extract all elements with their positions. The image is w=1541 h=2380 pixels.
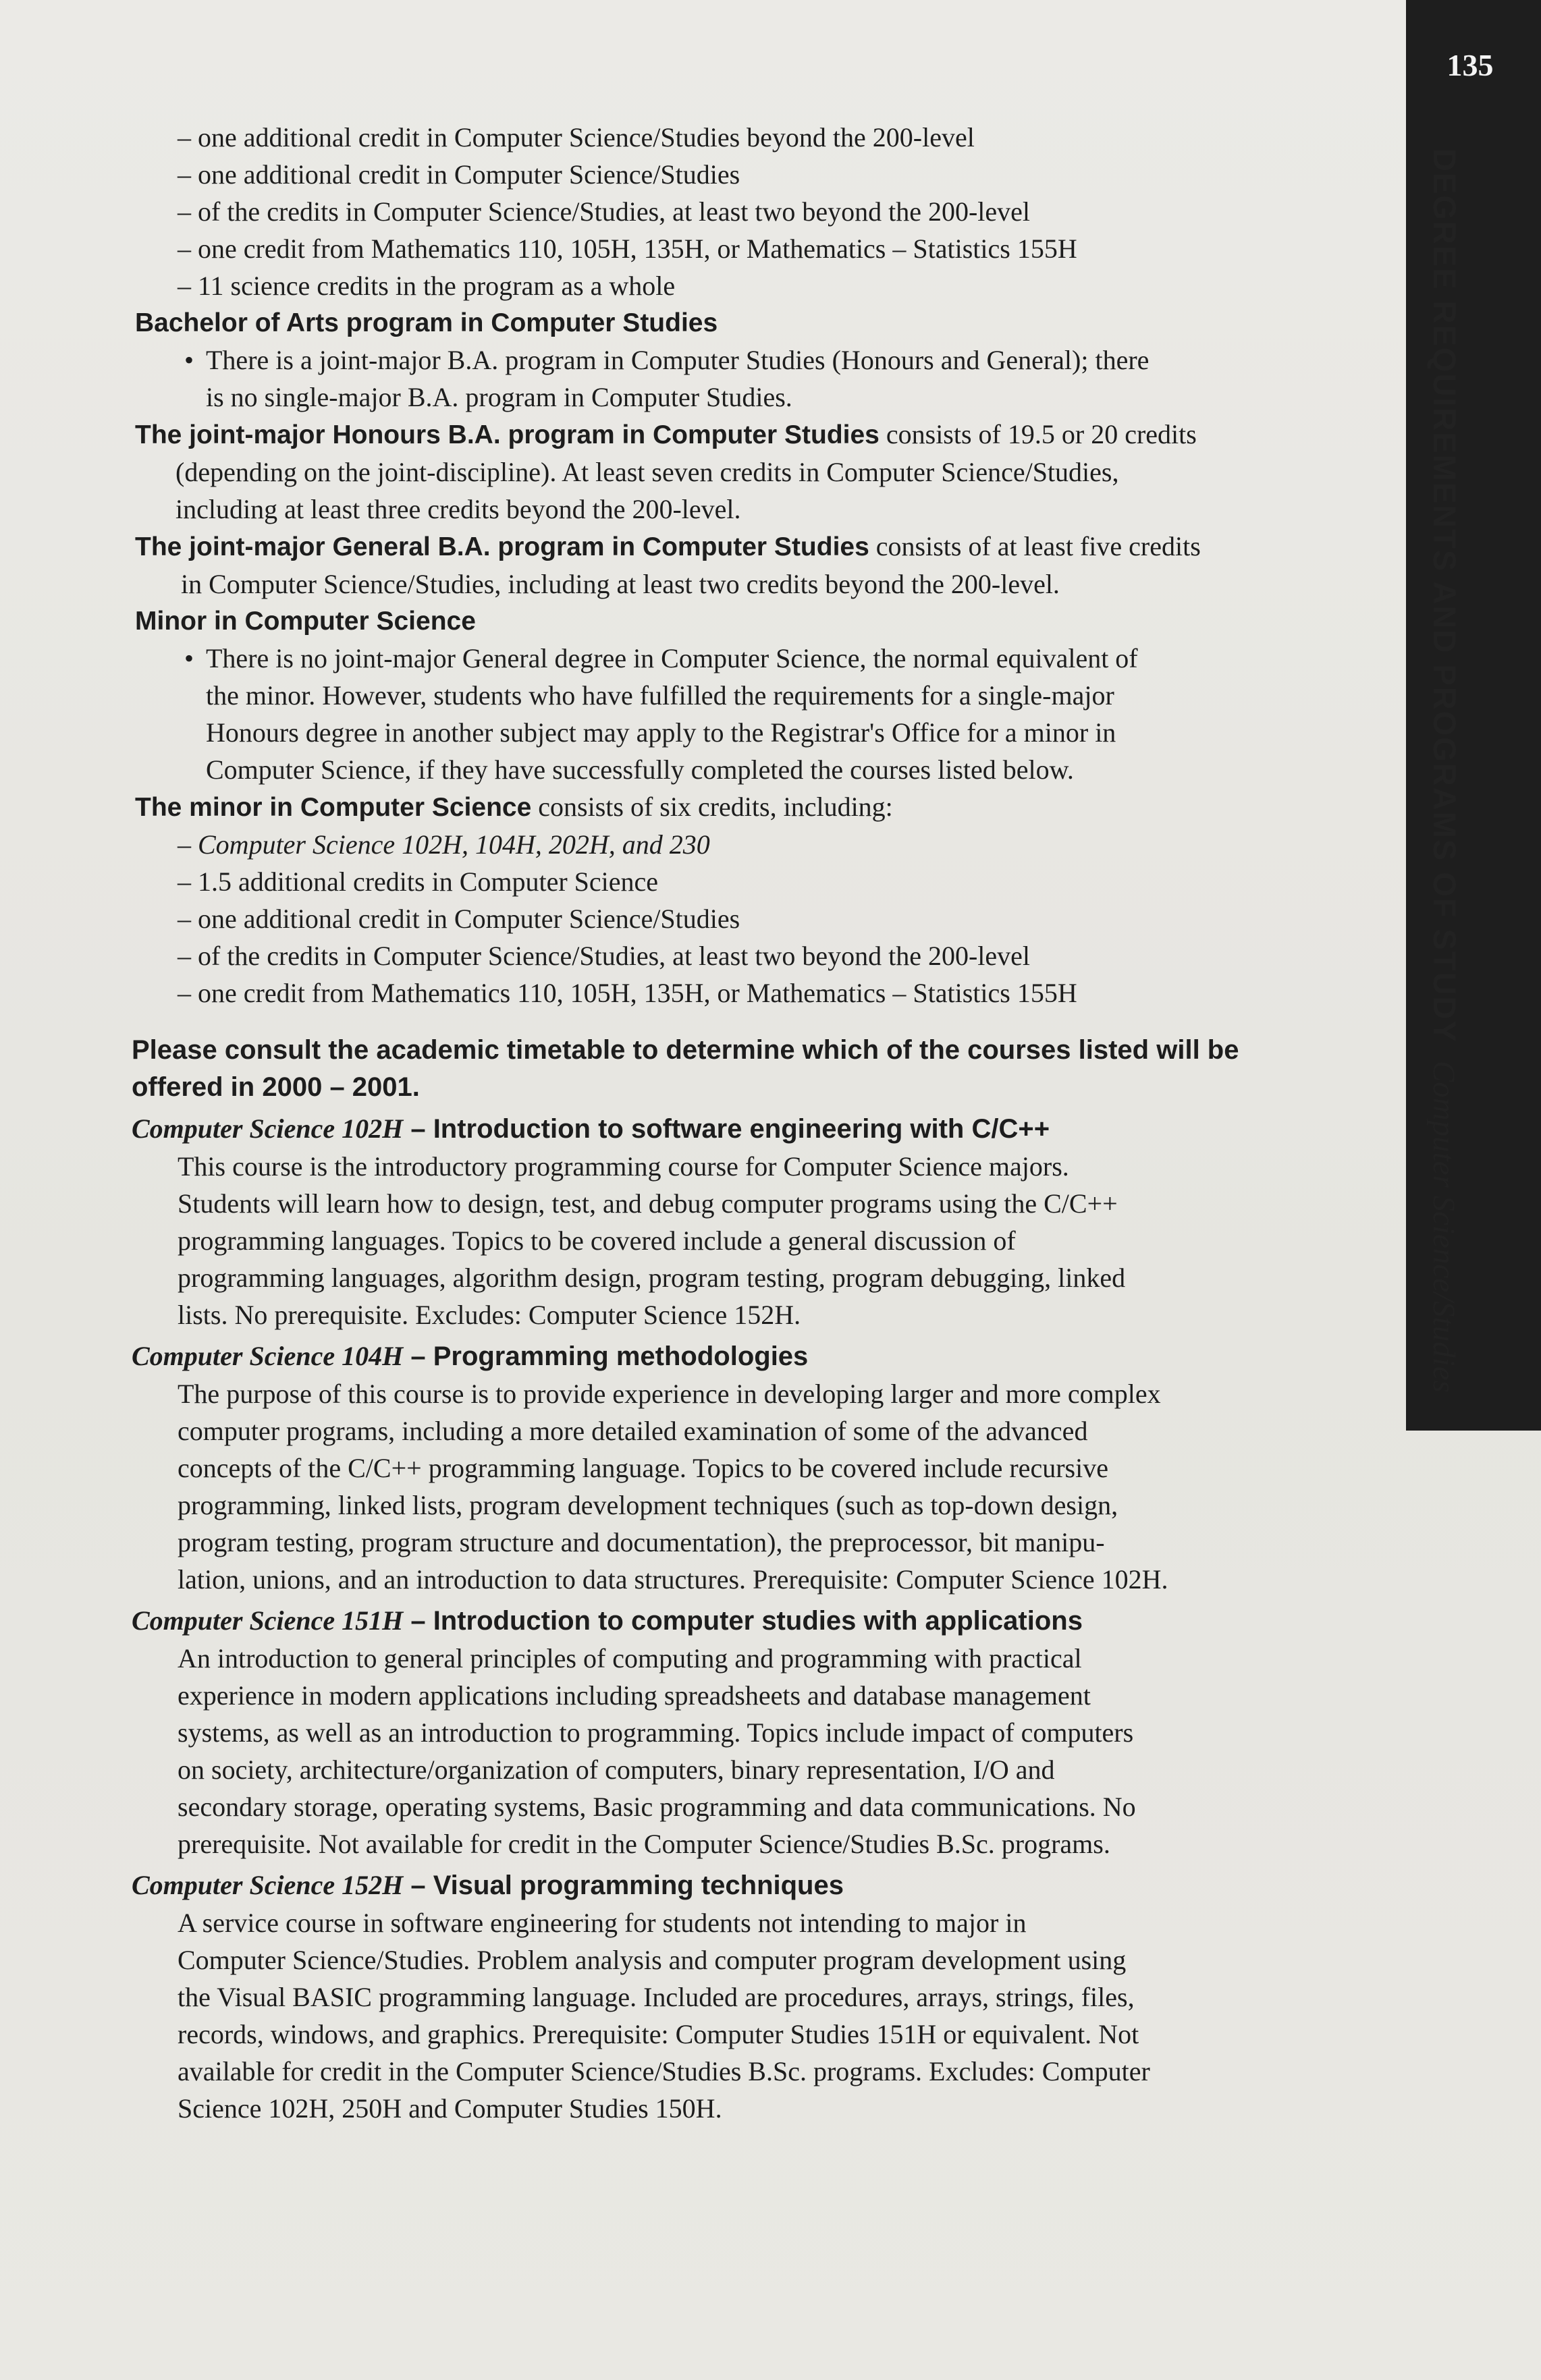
list-item: – 11 science credits in the program as a whole xyxy=(178,267,1367,304)
course-description-line: computer programs, including a more detailed examination of some of the advanced xyxy=(178,1416,1088,1446)
course-description-line: programming languages, algorithm design, program testing, program debugging, linked xyxy=(178,1263,1126,1293)
minor-paragraph xyxy=(135,788,1367,826)
course-description-line: program testing, program structure and documentation), the preprocessor, bit manipu- xyxy=(178,1527,1105,1557)
list-item: – one credit from Mathematics 110, 105H, 135H, or Mathematics – Statistics 155H xyxy=(178,974,1367,1012)
paragraph-line: (depending on the joint-discipline). At least seven credits in Computer Science/Studies, xyxy=(175,457,1119,487)
list-item: – one credit from Mathematics 110, 105H, 135H, or Mathematics – Statistics 155H xyxy=(178,230,1367,267)
general-lead: The joint-major General B.A. program in Computer Studies xyxy=(135,532,869,561)
course-description-line: lists. No prerequisite. Excludes: Computer Science 152H. xyxy=(178,1300,801,1330)
bullet-line: Computer Science, if they have successfully completed the courses listed below. xyxy=(206,754,1074,785)
minor-lead: The minor in Computer Science xyxy=(135,793,532,822)
side-title xyxy=(1426,148,1463,1393)
list-item: – of the credits in Computer Science/Studies, at least two beyond the 200-level xyxy=(178,937,1367,974)
course-title: – Introduction to software engineering with C/C++ xyxy=(403,1114,1050,1144)
side-title-section: Computer Science/Studies xyxy=(1426,1060,1461,1393)
course-description-line: lation, unions, and an introduction to data structures. Prerequisite: Computer Science 102H. xyxy=(178,1564,1168,1595)
course-description-line: Students will learn how to design, test, and debug computer programs using the C/C++ xyxy=(178,1188,1118,1219)
bullet-icon: • xyxy=(184,345,194,375)
bullet-line: There is no joint-major General degree in Computer Science, the normal equivalent of xyxy=(206,643,1138,673)
list-item: – one additional credit in Computer Science/Studies xyxy=(178,900,1367,937)
notice-line: offered in 2000 – 2001. xyxy=(132,1072,420,1102)
course-title: – Visual programming techniques xyxy=(403,1871,844,1900)
course-description-line: This course is the introductory programming course for Computer Science majors. xyxy=(178,1151,1069,1182)
section-heading-minor: Minor in Computer Science xyxy=(135,607,476,636)
ba-bullet xyxy=(184,341,1367,416)
course-description-line: prerequisite. Not available for credit in the Computer Science/Studies B.Sc. programs. xyxy=(178,1829,1110,1859)
course-description-line: secondary storage, operating systems, Basic programming and data communications. No xyxy=(178,1792,1136,1822)
minor-bullet xyxy=(184,640,1367,788)
course-description-line: programming languages. Topics to be covered include a general discussion of xyxy=(178,1225,1016,1256)
course-description-line: A service course in software engineering for students not intending to major in xyxy=(178,1908,1027,1938)
honours-lead: The joint-major Honours B.A. program in Computer Studies xyxy=(135,420,880,449)
side-title-main: DEGREE REQUIREMENTS AND PROGRAMS OF STUDY xyxy=(1427,148,1463,1043)
paragraph-line: including at least three credits beyond the 200-level. xyxy=(175,494,741,524)
course-description-line: Science 102H, 250H and Computer Studies 150H. xyxy=(178,2093,722,2124)
course-description-line: The purpose of this course is to provide experience in developing larger and more complex xyxy=(178,1379,1161,1409)
honours-paragraph xyxy=(135,416,1367,528)
course-entry xyxy=(132,1602,1367,1862)
paragraph-line: consists of six credits, including: xyxy=(531,792,893,822)
course-description-line: the Visual BASIC programming language. Included are procedures, arrays, strings, files, xyxy=(178,1982,1135,2012)
list-item: – of the credits in Computer Science/Studies, at least two beyond the 200-level xyxy=(178,193,1367,230)
page-number: 135 xyxy=(1447,48,1494,82)
course-description-line: on society, architecture/organization of computers, binary representation, I/O and xyxy=(178,1754,1055,1785)
course-description-line: records, windows, and graphics. Prerequisite: Computer Studies 151H or equivalent. Not xyxy=(178,2019,1139,2049)
course-description-line: systems, as well as an introduction to programming. Topics include impact of computers xyxy=(178,1717,1134,1748)
bullet-line: There is a joint-major B.A. program in Computer Studies (Honours and General); there xyxy=(206,345,1150,375)
course-title: – Programming methodologies xyxy=(403,1341,809,1371)
paragraph-line: consists of 19.5 or 20 credits xyxy=(879,419,1197,449)
course-code: Computer Science 102H xyxy=(132,1113,404,1144)
section-heading-ba: Bachelor of Arts program in Computer Studies xyxy=(135,308,718,337)
course-reference: Computer Science 102H, 104H, 202H, and 230 xyxy=(198,829,710,860)
list-item: – one additional credit in Computer Science/Studies beyond the 200-level xyxy=(178,119,1367,156)
course-entry xyxy=(132,1337,1367,1598)
course-description-line: experience in modern applications including spreadsheets and database management xyxy=(178,1680,1091,1711)
general-paragraph xyxy=(135,528,1367,603)
page-content xyxy=(132,119,1367,2127)
course-description-line: programming, linked lists, program development techniques (such as top-down design, xyxy=(178,1490,1118,1520)
course-description-line: available for credit in the Computer Science/Studies B.Sc. programs. Excludes: Computer xyxy=(178,2056,1150,2086)
bullet-icon: • xyxy=(184,643,194,673)
list-item: – 1.5 additional credits in Computer Science xyxy=(178,863,1367,900)
course-description-line: An introduction to general principles of computing and programming with practical xyxy=(178,1643,1082,1673)
course-entry xyxy=(132,1110,1367,1333)
course-entry xyxy=(132,1866,1367,2127)
timetable-notice xyxy=(132,1032,1367,1106)
list-item: – one additional credit in Computer Science/Studies xyxy=(178,156,1367,193)
paragraph-line: consists of at least five credits xyxy=(869,531,1201,561)
paragraph-line: in Computer Science/Studies, including at least two credits beyond the 200-level. xyxy=(181,569,1060,599)
notice-line: Please consult the academic timetable to determine which of the courses listed will be xyxy=(132,1035,1239,1065)
course-code: Computer Science 104H xyxy=(132,1341,404,1371)
course-title: – Introduction to computer studies with applications xyxy=(403,1606,1083,1636)
course-description-line: Computer Science/Studies. Problem analysis and computer program development using xyxy=(178,1945,1127,1975)
course-description-line: concepts of the C/C++ programming language. Topics to be covered include recursive xyxy=(178,1453,1108,1483)
bullet-line: is no single-major B.A. program in Computer Studies. xyxy=(206,382,792,412)
list-item xyxy=(178,826,1367,863)
bullet-line: Honours degree in another subject may apply to the Registrar's Office for a minor in xyxy=(206,717,1116,748)
bullet-line: the minor. However, students who have fulfilled the requirements for a single-major xyxy=(206,680,1114,711)
course-code: Computer Science 152H xyxy=(132,1870,404,1900)
course-code: Computer Science 151H xyxy=(132,1605,404,1636)
